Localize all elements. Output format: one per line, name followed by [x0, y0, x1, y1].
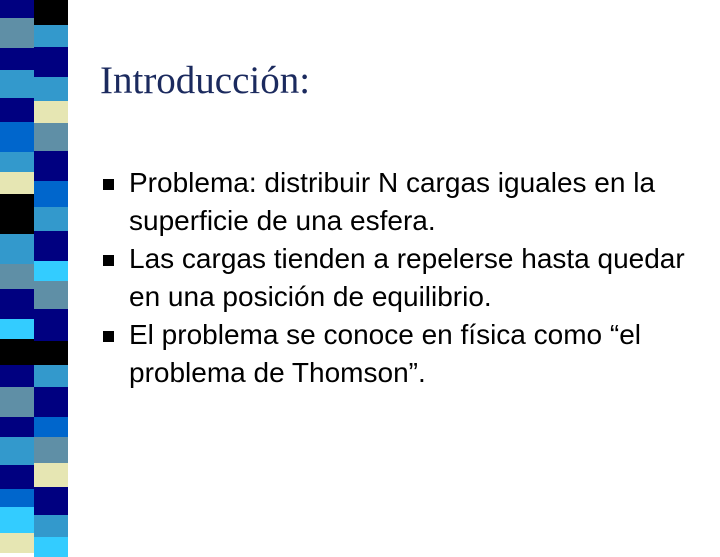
stripe-block	[34, 309, 68, 341]
stripe-block	[0, 417, 34, 437]
bullet-text: Las cargas tienden a repelerse hasta quedar en una posición de equilibrio.	[129, 243, 685, 312]
square-bullet-icon	[103, 255, 114, 266]
stripe-block	[34, 151, 68, 181]
stripe-block	[0, 234, 34, 264]
stripe-column-right	[34, 0, 68, 540]
stripe-column-left	[0, 0, 34, 540]
stripe-block	[34, 387, 68, 417]
stripe-block	[34, 25, 68, 47]
stripe-block	[0, 507, 34, 533]
stripe-block	[0, 465, 34, 489]
bullet-list	[103, 164, 703, 392]
stripe-block	[34, 463, 68, 487]
stripe-block	[34, 0, 68, 25]
square-bullet-icon	[103, 179, 114, 190]
stripe-block	[0, 48, 34, 70]
stripe-block	[0, 365, 34, 387]
stripe-block	[0, 387, 34, 417]
stripe-block	[34, 101, 68, 123]
stripe-block	[0, 0, 34, 18]
decorative-stripe-bar	[0, 0, 68, 540]
stripe-block	[0, 194, 34, 234]
stripe-block	[34, 231, 68, 261]
stripe-block	[34, 417, 68, 437]
slide-title: Introducción:	[100, 59, 311, 102]
stripe-block	[0, 437, 34, 465]
stripe-block	[0, 339, 34, 365]
stripe-block	[0, 319, 34, 339]
stripe-block	[34, 487, 68, 515]
stripe-block	[34, 281, 68, 309]
bullet-item	[103, 164, 703, 240]
stripe-block	[34, 181, 68, 207]
stripe-block	[34, 341, 68, 365]
stripe-block	[0, 289, 34, 319]
bullet-text: El problema se conoce en física como “el problema de Thomson”.	[129, 319, 642, 388]
stripe-block	[0, 264, 34, 289]
stripe-block	[0, 98, 34, 122]
bullet-item	[103, 240, 703, 316]
stripe-block	[34, 47, 68, 77]
stripe-block	[0, 18, 34, 48]
stripe-block	[0, 533, 34, 553]
stripe-block	[34, 207, 68, 231]
bullet-text: Problema: distribuir N cargas iguales en la superficie de una esfera.	[129, 167, 656, 236]
stripe-block	[0, 152, 34, 172]
stripe-block	[0, 489, 34, 507]
stripe-block	[34, 515, 68, 537]
square-bullet-icon	[103, 331, 114, 342]
bullet-item	[103, 316, 703, 392]
stripe-block	[34, 437, 68, 463]
stripe-block	[34, 123, 68, 151]
stripe-block	[0, 122, 34, 152]
stripe-block	[34, 77, 68, 101]
stripe-block	[34, 365, 68, 387]
stripe-block	[0, 70, 34, 98]
stripe-block	[0, 172, 34, 194]
stripe-block	[34, 537, 68, 557]
stripe-block	[34, 261, 68, 281]
